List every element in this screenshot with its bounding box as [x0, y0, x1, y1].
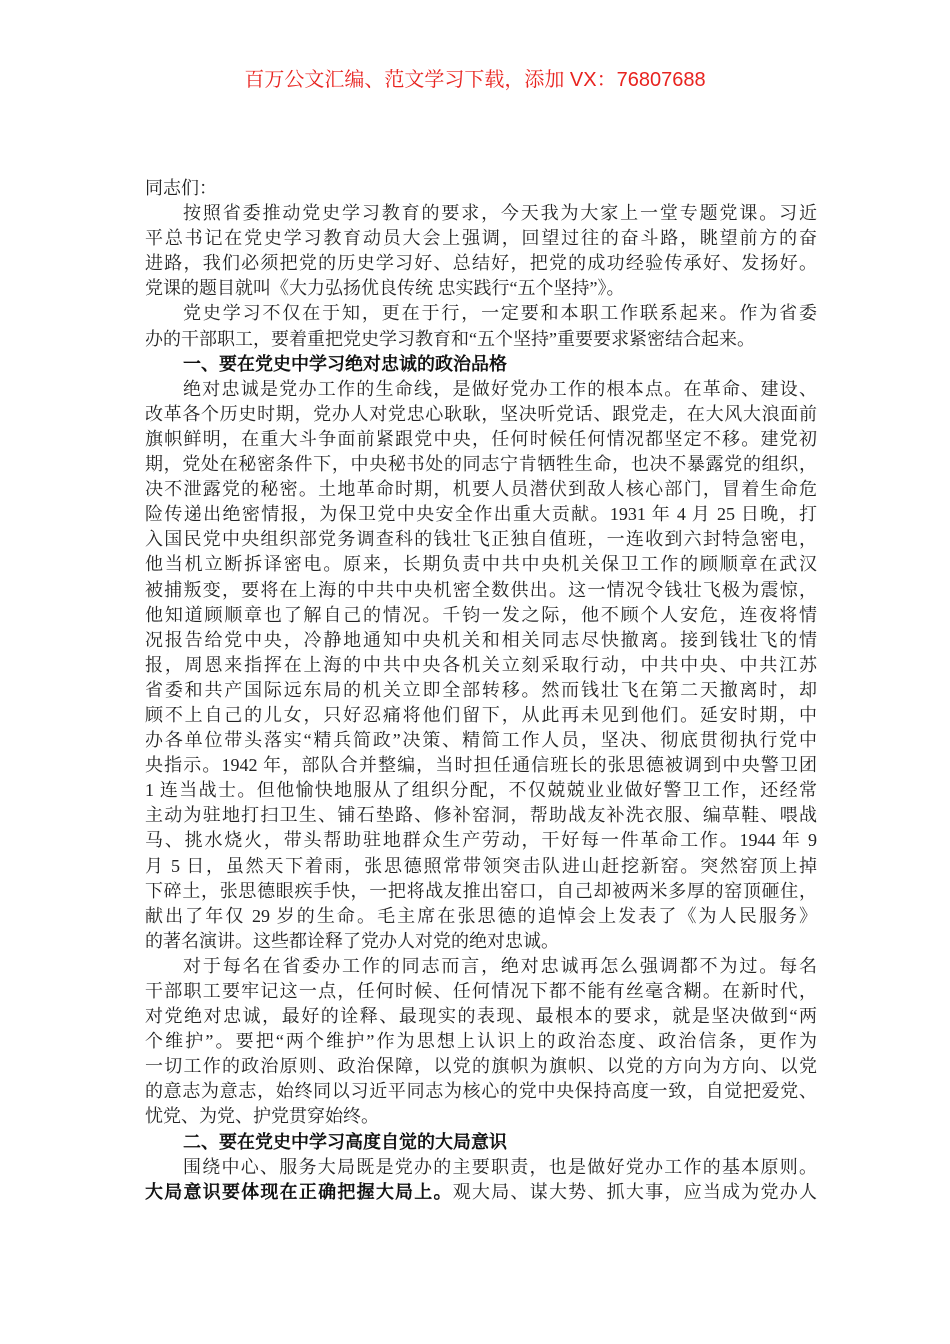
paragraph-line: 平总书记在党史学习教育动员大会上强调，回望过往的奋斗路，眺望前方的奋 — [145, 228, 817, 249]
paragraph-line: 干部职工要牢记这一点，任何时候、任何情况下都不能有丝毫含糊。在新时代， — [145, 981, 817, 1001]
paragraph-line: 个维护”。要把“两个维护”作为思想上认识上的政治态度、政治信条，更作为 — [145, 1031, 817, 1052]
paragraph-line: 的著名演讲。这些都诠释了党办人对党的绝对忠诚。 — [145, 930, 559, 951]
salutation: 同志们： — [145, 178, 217, 198]
paragraph-line: 被捕叛变，要将在上海的中共中央机密全数供出。这一情况令钱壮飞极为震惊， — [145, 579, 817, 600]
paragraph-line: 决不泄露党的秘密。土地革命时期，机要人员潜伏到敌人核心部门，冒着生命危 — [145, 479, 817, 500]
paragraph-line: 围绕中心、服务大局既是党办的主要职责，也是做好党办工作的基本原则。 — [183, 1156, 817, 1177]
paragraph-line: 报，周恩来指挥在上海的中共中央各机关立刻采取行动，中共中央、中共江苏 — [145, 654, 817, 675]
paragraph-line: 党课的题目就叫《大力弘扬优良传统 忠实践行“五个坚持”》。 — [145, 278, 625, 299]
paragraph-line: 马、挑水烧火，带头帮助驻地群众生产劳动，干好每一件革命工作。1944 年 9 — [145, 830, 817, 851]
paragraph-line: 主动为驻地打扫卫生、铺石垫路、修补窑洞，帮助战友补洗衣服、编草鞋、喂战 — [145, 805, 817, 826]
paragraph-line: 党史学习不仅在于知，更在于行，一定要和本职工作联系起来。作为省委 — [183, 303, 817, 324]
section-heading: 一、要在党史中学习绝对忠诚的政治品格 — [183, 353, 507, 374]
paragraph-line: 况报告给党中央，冷静地通知中央机关和相关同志尽快撤离。接到钱壮飞的情 — [145, 629, 817, 650]
bold-lead-sentence: 大局意识要体现在正确把握大局上。 — [145, 1181, 453, 1202]
paragraph-line: 期，党处在秘密条件下，中央秘书处的同志宁肯牺牲生命，也决不暴露党的组织， — [145, 454, 817, 475]
line-text: 观大局、谋大势、抓大事，应当成为党办人 — [452, 1181, 817, 1202]
paragraph-line: 对于每名在省委办工作的同志而言，绝对忠诚再怎么强调都不为过。每名 — [183, 955, 817, 976]
paragraph-line: 改革各个历史时期，党办人对党忠心耿耿，坚决听党话、跟党走，在大风大浪面前 — [145, 403, 817, 424]
paragraph-line: 忧党、为党、护党贯穿始终。 — [145, 1106, 379, 1127]
paragraph-line: 他知道顾顺章也了解自己的情况。千钧一发之际，他不顾个人安危，连夜将情 — [145, 604, 817, 625]
paragraph-line: 他当机立断拆译密电。原来，长期负责中共中央机关保卫工作的顾顺章在武汉 — [145, 554, 817, 575]
document-body — [145, 176, 817, 1205]
paragraph-line: 绝对忠诚是党办工作的生命线，是做好党办工作的根本点。在革命、建设、 — [183, 378, 817, 399]
paragraph-line: 进路，我们必须把党的历史学习好、总结好，把党的成功经验传承好、发扬好。 — [145, 253, 817, 274]
paragraph-line: 对党绝对忠诚，最好的诠释、最现实的表现、最根本的要求，就是坚决做到“两 — [145, 1006, 817, 1027]
watermark-banner: 百万公文汇编、范文学习下载，添加 VX：76807688 — [244, 69, 706, 91]
paragraph-line: 旗帜鲜明，在重大斗争面前紧跟党中央，任何时候任何情况都坚定不移。建党初 — [145, 428, 817, 449]
paragraph-line: 省委和共产国际远东局的机关立即全部转移。然而钱壮飞在第二天撤离时，却 — [145, 679, 817, 700]
paragraph-line: 一切工作的政治原则、政治保障，以党的旗帜为旗帜、以党的方向为方向、以党 — [145, 1056, 817, 1077]
paragraph-line: 按照省委推动党史学习教育的要求，今天我为大家上一堂专题党课。习近 — [183, 203, 817, 224]
paragraph-line: 献出了年仅 29 岁的生命。毛主席在张思德的追悼会上发表了《为人民服务》 — [145, 905, 817, 926]
paragraph-line: 入国民党中央组织部党务调查科的钱壮飞正独自值班，一连收到六封特急密电， — [145, 529, 817, 550]
paragraph-line: 央指示。1942 年，部队合并整编，当时担任通信班长的张思德被调到中央警卫团 — [145, 755, 817, 776]
paragraph-line: 顾不上自己的儿女，只好忍痛将他们留下，从此再未见到他们。延安时期，中 — [145, 704, 817, 725]
paragraph-line: 1 连当战士。但他愉快地服从了组织分配，不仅兢兢业业做好警卫工作，还经常 — [145, 780, 817, 801]
section-heading: 二、要在党史中学习高度自觉的大局意识 — [183, 1131, 507, 1152]
paragraph-line: 月 5 日，虽然天下着雨，张思德照常带领突击队进山赶挖新窑。突然窑顶上掉 — [145, 855, 817, 876]
paragraph-line: 办的干部职工，要着重把党史学习教育和“五个坚持”重要要求紧密结合起来。 — [145, 328, 755, 349]
paragraph-line: 办各单位带头落实“精兵简政”决策、精简工作人员，坚决、彻底贯彻执行党中 — [145, 730, 817, 751]
paragraph-line: 险传递出绝密情报，为保卫党中央安全作出重大贡献。1931 年 4 月 25 日晚，打 — [145, 504, 817, 525]
paragraph-line — [145, 1180, 817, 1205]
paragraph-line: 的意志为意志，始终同以习近平同志为核心的党中央保持高度一致，自觉把爱党、 — [145, 1081, 817, 1102]
paragraph-line: 下碎土，张思德眼疾手快，一把将战友推出窑口，自己却被两米多厚的窑顶砸住， — [145, 880, 817, 901]
